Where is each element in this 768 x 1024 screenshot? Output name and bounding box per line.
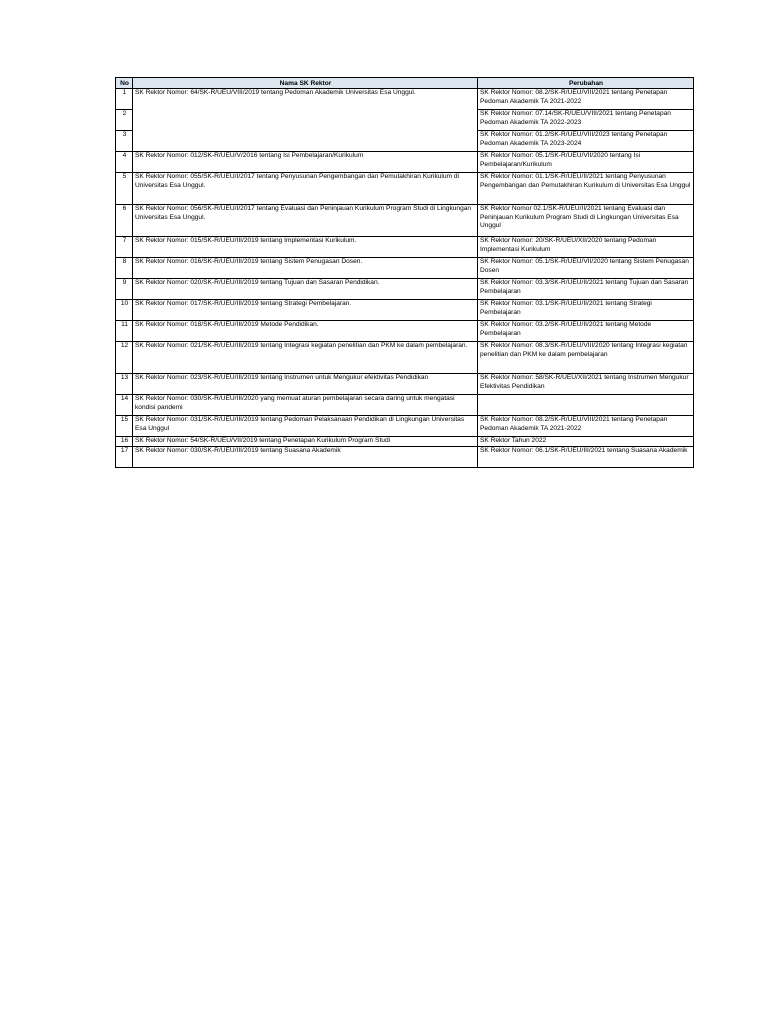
nama-sk-cell: SK Rektor Nomor: 055/SK-R/UEU/I/2017 tentang Penyusunan Pengembangan dan Pemutakhiran Kurikulum di Universitas Esa Unggul. — [133, 173, 478, 205]
perubahan-cell: SK Rektor Nomor: 05.1/SK-R/UEU/VII/2020 tentang Sistem Penugasan Dosen — [478, 258, 694, 279]
row-number: 5 — [116, 173, 133, 205]
row-number: 12 — [116, 342, 133, 374]
table-header-row — [116, 78, 694, 89]
row-number: 8 — [116, 258, 133, 279]
header-perubahan: Perubahan — [478, 78, 694, 89]
nama-sk-cell: SK Rektor Nomor: 54/SK-R/UEU/VII/2019 tentang Penetapan Kurikulum Program Studi — [133, 437, 478, 447]
perubahan-cell: SK Rektor Nomor: 08.3/SK-R/UEU/VIII/2020 tentang Integrasi kegiatan penelitian dan PKM ke dalam pembelajaran — [478, 342, 694, 374]
nama-sk-cell: SK Rektor Nomor: 056/SK-R/UEU/I/2017 tentang Evaluasi dan Peninjauan Kurikulum Program Studi di Lingkungan Universitas Esa Unggul. — [133, 205, 478, 237]
table-row — [116, 152, 694, 173]
header-nama-sk-rektor: Nama SK Rektor — [133, 78, 478, 89]
row-number: 3 — [116, 131, 133, 152]
table-row — [116, 321, 694, 342]
perubahan-cell: SK Rektor Nomor 02.1/SK-R/UEU/II/2021 tentang Evaluasi dan Peninjauan Kurikulum Program Studi di Lingkungan Universitas Esa Unggul — [478, 205, 694, 237]
table-row — [116, 437, 694, 447]
table-row — [116, 205, 694, 237]
nama-sk-cell: SK Rektor Nomor: 020/SK-R/UEU/III/2019 tentang Tujuan dan Sasaran Pendidikan. — [133, 279, 478, 300]
row-number: 11 — [116, 321, 133, 342]
perubahan-cell: SK Rektor Nomor: 01.1/SK-R/UEU/II/2021 tentang Penyusunan Pengembangan dan Pemutakhiran Kurikulum di Universitas Esa Unggul — [478, 173, 694, 205]
row-number: 17 — [116, 447, 133, 468]
table-row — [116, 416, 694, 437]
table-row — [116, 395, 694, 416]
perubahan-cell: SK Rektor Nomor: 58/SK-R/UEU/XII/2021 tentang Instrumen Mengukur Efektivitas Pendidikan — [478, 374, 694, 395]
table-row — [116, 342, 694, 374]
nama-sk-cell: SK Rektor Nomor: 018/SK-R/UEU/III/2019 Metode Pendidikan. — [133, 321, 478, 342]
row-number: 6 — [116, 205, 133, 237]
table-row — [116, 447, 694, 468]
perubahan-cell — [478, 395, 694, 416]
table-row — [116, 258, 694, 279]
row-number: 9 — [116, 279, 133, 300]
row-number: 16 — [116, 437, 133, 447]
perubahan-cell: SK Rektor Nomor: 07.14/SK-R/UEU/VIII/2021 tentang Penetapan Pedoman Akademik TA 2022-2023 — [478, 110, 694, 131]
table-row — [116, 300, 694, 321]
perubahan-cell: SK Rektor Tahun 2022 — [478, 437, 694, 447]
perubahan-cell: SK Rektor Nomor: 08.2/SK-R/UEU/VIII/2021 tentang Penetapan Pedoman Akademik TA 2021-2022 — [478, 416, 694, 437]
nama-sk-cell: SK Rektor Nomor: 012/SK-R/UEU/V/2016 tentang Isi Pembelajaran/Kurikulum — [133, 152, 478, 173]
row-number: 13 — [116, 374, 133, 395]
row-number: 15 — [116, 416, 133, 437]
row-number: 14 — [116, 395, 133, 416]
table-row — [116, 279, 694, 300]
nama-sk-cell: SK Rektor Nomor: 015/SK-R/UEU/III/2019 tentang Implementasi Kurikulum. — [133, 237, 478, 258]
table-row — [116, 173, 694, 205]
nama-sk-cell: SK Rektor Nomor: 031/SK-R/UEU/III/2019 tentang Pedoman Pelaksanaan Pendidikan di Lingkungan Universitas Esa Unggul — [133, 416, 478, 437]
table-row — [116, 374, 694, 395]
nama-sk-cell: SK Rektor Nomor: 64/SK-R/UEU/VIII/2019 tentang Pedoman Akademik Universitas Esa Unggul. — [133, 89, 478, 152]
row-number: 7 — [116, 237, 133, 258]
perubahan-cell: SK Rektor Nomor: 05.1/SK-R/UEU/VII/2020 tentang Isi Pembelajaran/Kurikulum — [478, 152, 694, 173]
row-number: 4 — [116, 152, 133, 173]
table-row — [116, 237, 694, 258]
nama-sk-cell: SK Rektor Nomor: 016/SK-R/UEU/III/2019 tentang Sistem Penugasan Dosen. — [133, 258, 478, 279]
perubahan-cell: SK Rektor Nomor: 03.3/SK-R/UEU/II/2021 tentang Tujuan dan Sasaran Pembelajaran — [478, 279, 694, 300]
perubahan-cell: SK Rektor Nomor: 03.1/SK-R/UEU/II/2021 tentang Strategi Pembelajaran — [478, 300, 694, 321]
perubahan-cell: SK Rektor Nomor: 03.2/SK-R/UEU/II/2021 tentang Metode Pembelajaran — [478, 321, 694, 342]
row-number: 1 — [116, 89, 133, 110]
sk-rektor-table — [115, 77, 694, 468]
table-row — [116, 89, 694, 110]
perubahan-cell: SK Rektor Nomor: 01.2/SK-R/UEU/VIII/2023 tentang Penetapan Pedoman Akademik TA 2023-2024 — [478, 131, 694, 152]
row-number: 10 — [116, 300, 133, 321]
nama-sk-cell: SK Rektor Nomor: 030/SK-R/UEU/III/2019 tentang Suasana Akademik — [133, 447, 478, 468]
perubahan-cell: SK Rektor Nomor: 20/SK-R/UEU/XII/2020 tentang Pedoman Implementasi Kurikulum — [478, 237, 694, 258]
row-number: 2 — [116, 110, 133, 131]
header-no: No — [116, 78, 133, 89]
nama-sk-cell: SK Rektor Nomor: 017/SK-R/UEU/III/2019 tentang Strategi Pembelajaran. — [133, 300, 478, 321]
nama-sk-cell: SK Rektor Nomor: 030/SK-R/UEU/III/2020 yang memuat aturan pembelajaran secara daring untuk mengatasi kondisi pandemi — [133, 395, 478, 416]
perubahan-cell: SK Rektor Nomor: 06.1/SK-R/UEU/III/2021 tentang Suasana Akademik — [478, 447, 694, 468]
nama-sk-cell: SK Rektor Nomor: 023/SK-R/UEU/III/2019 tentang Instrumen untuk Mengukur efektivitas Pendidikan — [133, 374, 478, 395]
perubahan-cell: SK Rektor Nomor: 08.2/SK-R/UEU/VIII/2021 tentang Penetapan Pedoman Akademik TA 2021-2022 — [478, 89, 694, 110]
nama-sk-cell: SK Rektor Nomor: 021/SK-R/UEU/III/2019 tentang Integrasi kegiatan penelitian dan PKM ke dalam pembelajaran. — [133, 342, 478, 374]
